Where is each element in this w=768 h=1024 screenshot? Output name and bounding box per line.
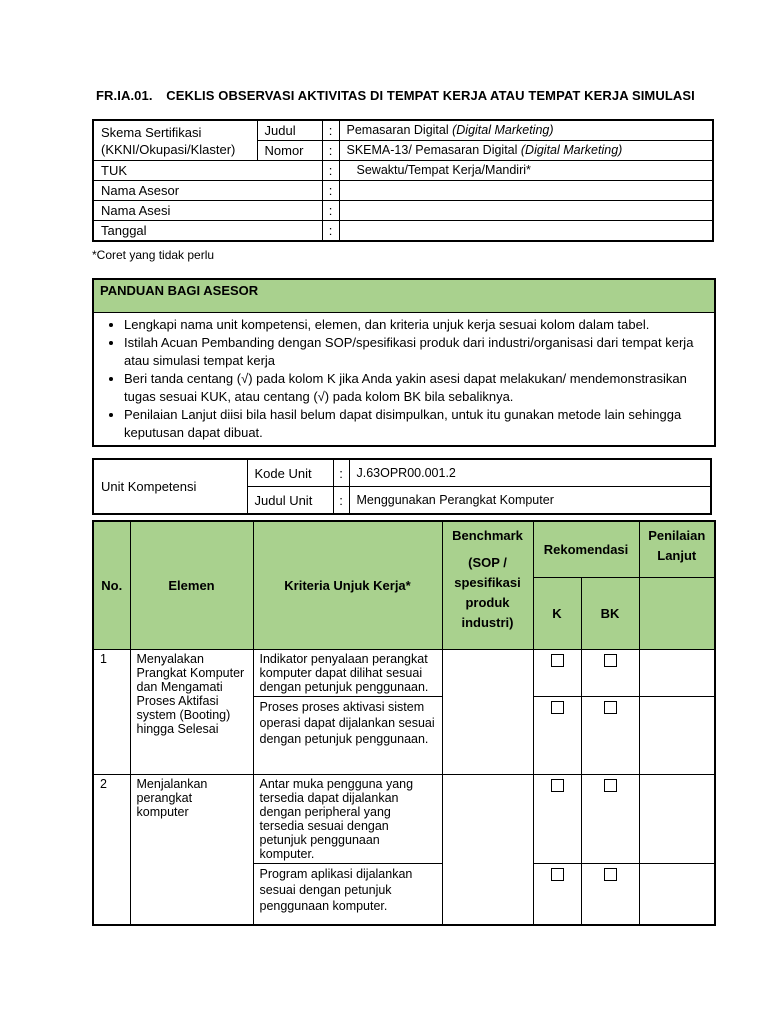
bk-checkbox-cell[interactable] xyxy=(581,649,639,696)
row-kuk: Indikator penyalaan perangkat komputer dapat dilihat sesuai dengan petunjuk penggunaan. xyxy=(253,649,442,696)
k-checkbox[interactable] xyxy=(551,654,564,667)
benchmark-cell[interactable] xyxy=(442,649,533,774)
bk-checkbox[interactable] xyxy=(604,701,617,714)
header-benchmark: Benchmark (SOP / spesifikasi produk industri) xyxy=(442,521,533,649)
judul-label: Judul xyxy=(257,120,322,141)
skema-label: Skema Sertifikasi (KKNI/Okupasi/Klaster) xyxy=(93,120,257,161)
panduan-list xyxy=(94,313,714,445)
row-kuk: Program aplikasi dijalankan sesuai dengan petunjuk penggunaan komputer. xyxy=(253,863,442,925)
kuk-table xyxy=(92,520,716,926)
tanggal-field[interactable] xyxy=(339,221,713,242)
tuk-value: Sewaktu/Tempat Kerja/Mandiri* xyxy=(339,161,713,181)
header-elemen: Elemen xyxy=(130,521,253,649)
asesor-label: Nama Asesor xyxy=(93,181,322,201)
header-penilaian-blank xyxy=(639,577,715,649)
k-checkbox-cell[interactable] xyxy=(533,696,581,774)
k-checkbox-cell[interactable] xyxy=(533,649,581,696)
unit-table: Unit Kompetensi Kode Unit : J.63OPR00.001.2 Judul Unit : Menggunakan Perangkat Komputer xyxy=(92,458,712,515)
header-table: Skema Sertifikasi (KKNI/Okupasi/Klaster) Judul : Pemasaran Digital (Digital Marketing) Nomor : SKEMA-13/ Pemasaran Digital (Digital Marketing) TUK : Sewaktu/Tempat Kerja/Mandiri* Nama Asesor : Nama Asesi : Tanggal : xyxy=(92,119,714,242)
header-rekomendasi: Rekomendasi xyxy=(533,521,639,577)
row-elemen: Menjalankan perangkat komputer xyxy=(130,774,253,925)
penilaian-cell[interactable] xyxy=(639,649,715,696)
table-row xyxy=(93,649,715,696)
bk-checkbox[interactable] xyxy=(604,868,617,881)
header-bk: BK xyxy=(581,577,639,649)
nomor-label: Nomor xyxy=(257,141,322,161)
bk-checkbox-cell[interactable] xyxy=(581,774,639,863)
asesor-field[interactable] xyxy=(339,181,713,201)
k-checkbox[interactable] xyxy=(551,868,564,881)
footnote: *Coret yang tidak perlu xyxy=(92,248,215,262)
penilaian-cell[interactable] xyxy=(639,774,715,863)
panduan-item: • Istilah Acuan Pembanding dengan SOP/spesifikasi produk dari industri/organisasi dari tempat kerja atau simulasi tempat kerja xyxy=(124,334,706,370)
bk-checkbox[interactable] xyxy=(604,779,617,792)
row-elemen: Menyalakan Prangkat Komputer dan Mengamati Proses Aktifasi system (Booting) hingga Selesai xyxy=(130,649,253,774)
bk-checkbox-cell[interactable] xyxy=(581,696,639,774)
tuk-label: TUK xyxy=(93,161,322,181)
tanggal-label: Tanggal xyxy=(93,221,322,242)
header-kuk: Kriteria Unjuk Kerja* xyxy=(253,521,442,649)
benchmark-cell[interactable] xyxy=(442,774,533,925)
row-kuk: Proses proses aktivasi sistem operasi dapat dijalankan sesuai dengan petunjuk penggunaan. xyxy=(253,696,442,774)
panduan-item: • Penilaian Lanjut diisi bila hasil belum dapat disimpulkan, untuk itu gunakan metode lain sehingga keputusan dapat dibuat. xyxy=(124,406,706,442)
row-no: 1 xyxy=(93,649,130,774)
panduan-box xyxy=(92,278,716,447)
row-no: 2 xyxy=(93,774,130,925)
penilaian-cell[interactable] xyxy=(639,863,715,925)
judul-unit-value: Menggunakan Perangkat Komputer xyxy=(349,487,711,515)
k-checkbox[interactable] xyxy=(551,779,564,792)
k-checkbox-cell[interactable] xyxy=(533,774,581,863)
form-title-text: CEKLIS OBSERVASI AKTIVITAS DI TEMPAT KERJA ATAU TEMPAT KERJA SIMULASI xyxy=(166,88,695,103)
judul-unit-label: Judul Unit xyxy=(247,487,333,515)
k-checkbox[interactable] xyxy=(551,701,564,714)
judul-value: Pemasaran Digital (Digital Marketing) xyxy=(339,120,713,141)
kode-unit-label: Kode Unit xyxy=(247,459,333,487)
row-kuk: Antar muka pengguna yang tersedia dapat dijalankan dengan peripheral yang tersedia sesuai dengan petunjuk penggunaan komputer. xyxy=(253,774,442,863)
kode-unit-value: J.63OPR00.001.2 xyxy=(349,459,711,487)
panduan-heading: PANDUAN BAGI ASESOR xyxy=(94,280,714,313)
header-penilaian: Penilaian Lanjut xyxy=(639,521,715,577)
bk-checkbox[interactable] xyxy=(604,654,617,667)
header-k: K xyxy=(533,577,581,649)
header-no: No. xyxy=(93,521,130,649)
panduan-item: • Beri tanda centang (√) pada kolom K jika Anda yakin asesi dapat melakukan/ mendemonstrasikan tugas sesuai KUK, atau centang (√) pada kolom BK bila sebaliknya. xyxy=(124,370,706,406)
penilaian-cell[interactable] xyxy=(639,696,715,774)
bk-checkbox-cell[interactable] xyxy=(581,863,639,925)
form-code: FR.IA.01. xyxy=(96,88,153,103)
form-title xyxy=(96,88,695,103)
k-checkbox-cell[interactable] xyxy=(533,863,581,925)
nomor-value: SKEMA-13/ Pemasaran Digital (Digital Marketing) xyxy=(339,141,713,161)
asesi-label: Nama Asesi xyxy=(93,201,322,221)
unit-label: Unit Kompetensi xyxy=(93,459,247,514)
table-row xyxy=(93,774,715,863)
panduan-item: • Lengkapi nama unit kompetensi, elemen, dan kriteria unjuk kerja sesuai kolom dalam tabel. xyxy=(124,316,706,334)
asesi-field[interactable] xyxy=(339,201,713,221)
